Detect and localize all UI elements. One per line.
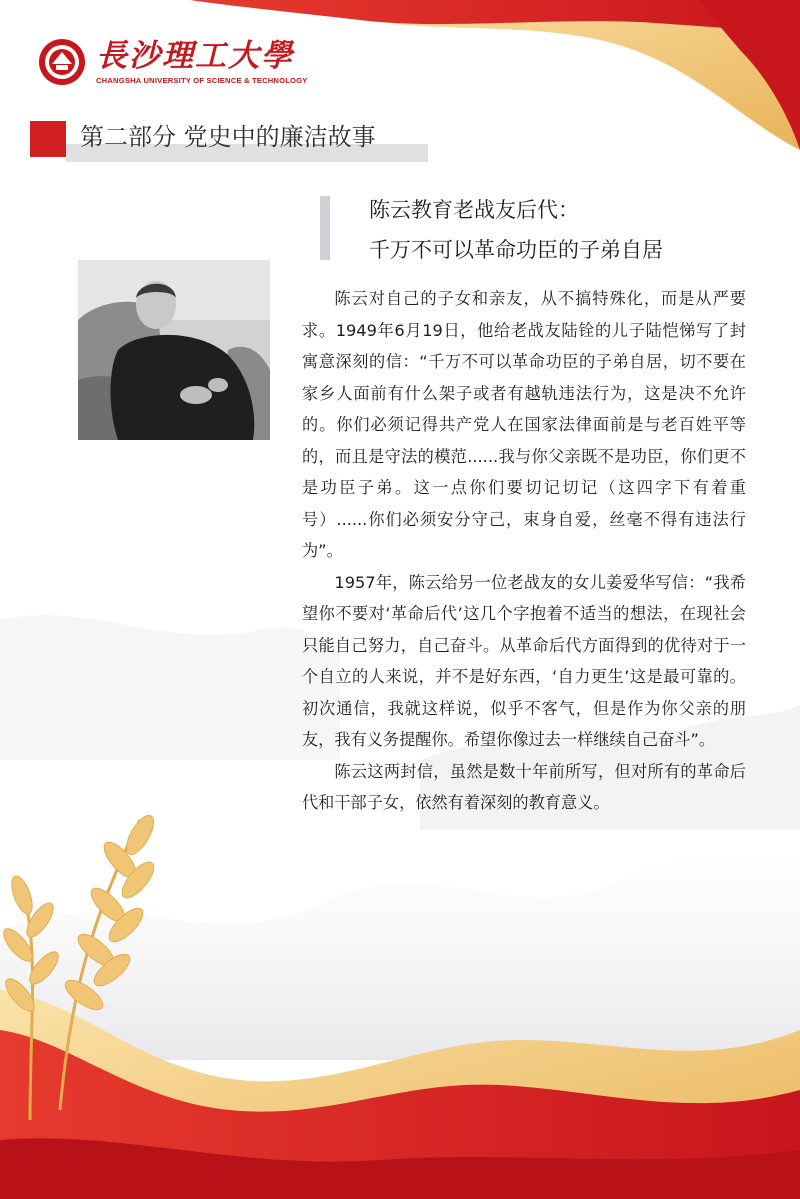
article-title-line2: 千万不可以革命功臣的子弟自居 [369,238,663,262]
article-paragraph: 1957年，陈云给另一位老战友的女儿姜爱华写信：“我希望你不要对‘革命后代’这几个字抱着不适当的想法，在现社会只能自己努力，自己奋斗。从革命后代方面得到的优待对于一个自立的人来说，并不是好东西，‘自力更生’这是最可靠的。初次通信，我就这样说，似乎不客气，但是作为你父亲的朋友，我有义务提醒你。希望你像过去一样继续自己奋斗”。 [302,572,746,749]
university-logo [38,36,308,92]
article-paragraph: 陈云对自己的子女和亲友，从不搞特殊化，而是从严要求。1949年6月19日，他给老战友陆铨的儿子陆恺悌写了封寓意深刻的信：“千万不可以革命功臣的子弟自居，切不要在家乡人面前有什么架子或者有越轨违法行为，这是决不允许的。你们必须记得共产党人在国家法律面前是与老百姓平等的，而且是守法的模范......我与你父亲既不是功臣，你们更不是功臣子弟。这一点你们要切记切记（这四字下有着重号）......你们必须安分守己，束身自爱，丝毫不得有违法行为”。 [302,289,746,560]
university-seal-icon [38,38,86,86]
title-accent-bar [320,196,330,260]
mountain-mist [0,615,340,760]
article-title-line1: 陈云教育老战友后代： [369,198,579,222]
logo-english-name: CHANGSHA UNIVERSITY OF SCIENCE & TECHNOLOGY [96,76,308,85]
chen-yun-portrait [78,260,270,440]
article-body [302,283,746,819]
article-paragraph: 陈云这两封信，虽然是数十年前所写，但对所有的革命后代和干部子女，依然有着深刻的教育意义。 [302,761,746,812]
logo-chinese-name: 長沙理工大學 [96,38,294,74]
section-marker [30,121,66,157]
portrait-photo [78,260,270,440]
section-title: 第二部分 党史中的廉洁故事 [80,123,376,151]
